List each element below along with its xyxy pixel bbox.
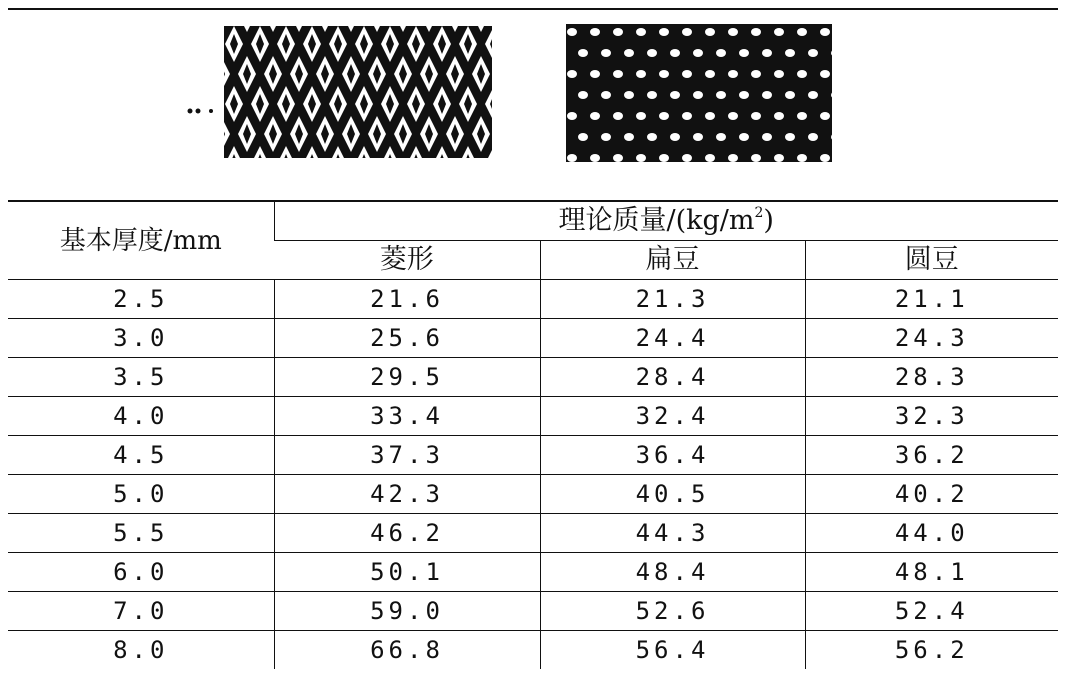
thickness-cell: 3.5 [8,358,274,397]
thickness-cell: 8.0 [8,631,274,670]
top-rule [8,8,1058,10]
round-bean-cell: 48.1 [805,553,1058,592]
weight-table [8,200,1058,669]
diamond-pattern-image [224,26,492,158]
diamond-cell: 50.1 [274,553,540,592]
thickness-cell: 7.0 [8,592,274,631]
table-row [8,475,1058,514]
theoretical-weight-header: 理论质量$/(kg/m^2)$ [274,201,1058,241]
table-row [8,436,1058,475]
lentil-pattern-image [566,24,832,162]
round-bean-cell: 52.4 [805,592,1058,631]
thickness-cell: 4.0 [8,397,274,436]
round-bean-cell: 56.2 [805,631,1058,670]
diamond-cell: 46.2 [274,514,540,553]
table-row [8,631,1058,670]
flat-bean-cell: 36.4 [540,436,805,475]
flat-bean-cell: 44.3 [540,514,805,553]
diamond-cell: 66.8 [274,631,540,670]
round-bean-cell: 28.3 [805,358,1058,397]
flat-bean-cell: 40.5 [540,475,805,514]
diamond-cell: 59.0 [274,592,540,631]
col-header-flat-bean: 扁豆 [540,241,805,280]
table-row [8,553,1058,592]
flat-bean-cell: 52.6 [540,592,805,631]
round-bean-cell: 32.3 [805,397,1058,436]
round-bean-cell: 36.2 [805,436,1058,475]
flat-bean-cell: 28.4 [540,358,805,397]
thickness-cell: 5.5 [8,514,274,553]
flat-bean-cell: 32.4 [540,397,805,436]
flat-bean-cell: 21.3 [540,280,805,319]
table-row [8,514,1058,553]
thickness-cell: 5.0 [8,475,274,514]
flat-bean-cell: 24.4 [540,319,805,358]
diamond-cell: 25.6 [274,319,540,358]
col-header-round-bean: 圆豆 [805,241,1058,280]
table-row [8,280,1058,319]
table-row [8,358,1058,397]
thickness-cell: 4.5 [8,436,274,475]
round-bean-cell: 40.2 [805,475,1058,514]
flat-bean-cell: 48.4 [540,553,805,592]
round-bean-cell: 44.0 [805,514,1058,553]
diamond-cell: 33.4 [274,397,540,436]
thickness-cell: 3.0 [8,319,274,358]
col-header-diamond: 菱形 [274,241,540,280]
flat-bean-cell: 56.4 [540,631,805,670]
round-bean-cell: 24.3 [805,319,1058,358]
table-row [8,397,1058,436]
thickness-cell: 2.5 [8,280,274,319]
thickness-header: 基本厚度/mm [8,201,274,280]
thickness-cell: 6.0 [8,553,274,592]
dots-mark [186,106,216,116]
round-bean-cell: 21.1 [805,280,1058,319]
diamond-cell: 21.6 [274,280,540,319]
table-row [8,319,1058,358]
diamond-cell: 37.3 [274,436,540,475]
diamond-cell: 42.3 [274,475,540,514]
table-row [8,592,1058,631]
diamond-cell: 29.5 [274,358,540,397]
